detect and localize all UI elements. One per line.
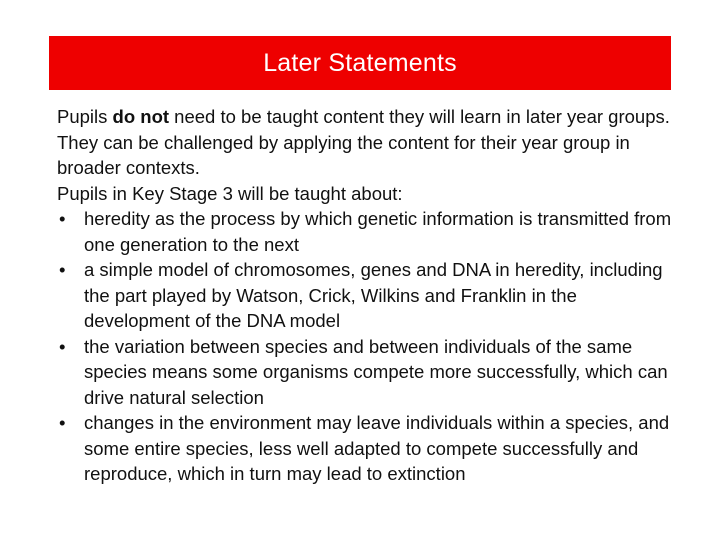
topic-item-text: the variation between species and between individuals of the same species means some organisms compete more successfully, which can drive natural selection [84,335,668,408]
intro-text-end: need to be taught content they will learn in later year groups. They can be challenged by applying the content for their year group in broader contexts. [57,106,670,178]
bullet-icon: • [59,335,66,357]
intro-text-start: Pupils [57,106,113,127]
intro-emphasis: do not [112,106,170,127]
intro-paragraph [57,104,672,181]
title-banner [49,36,671,90]
topic-list [57,206,672,487]
topic-item-extinction [57,410,672,487]
lead-in-text: Pupils in Key Stage 3 will be taught about: [57,182,403,204]
topic-item-heredity [57,206,672,257]
topic-item-dna-model [57,257,672,334]
topic-item-variation [57,334,672,411]
statements-body [57,104,672,487]
topic-item-text: heredity as the process by which genetic information is transmitted from one generation to the next [84,208,672,255]
page-title: Later Statements [263,48,457,77]
bullet-icon: • [59,208,66,229]
topic-item-text: changes in the environment may leave individuals within a species, and some entire species, less well adapted to compete successfully and reproduce, which in turn may lead to extinction [84,412,670,484]
bullet-icon: • [59,412,66,433]
bullet-icon: • [59,259,66,280]
topic-item-text: a simple model of chromosomes, genes and DNA in heredity, including the part played by Watson, Crick, Wilkins and Franklin in the development of the DNA model [84,259,663,331]
